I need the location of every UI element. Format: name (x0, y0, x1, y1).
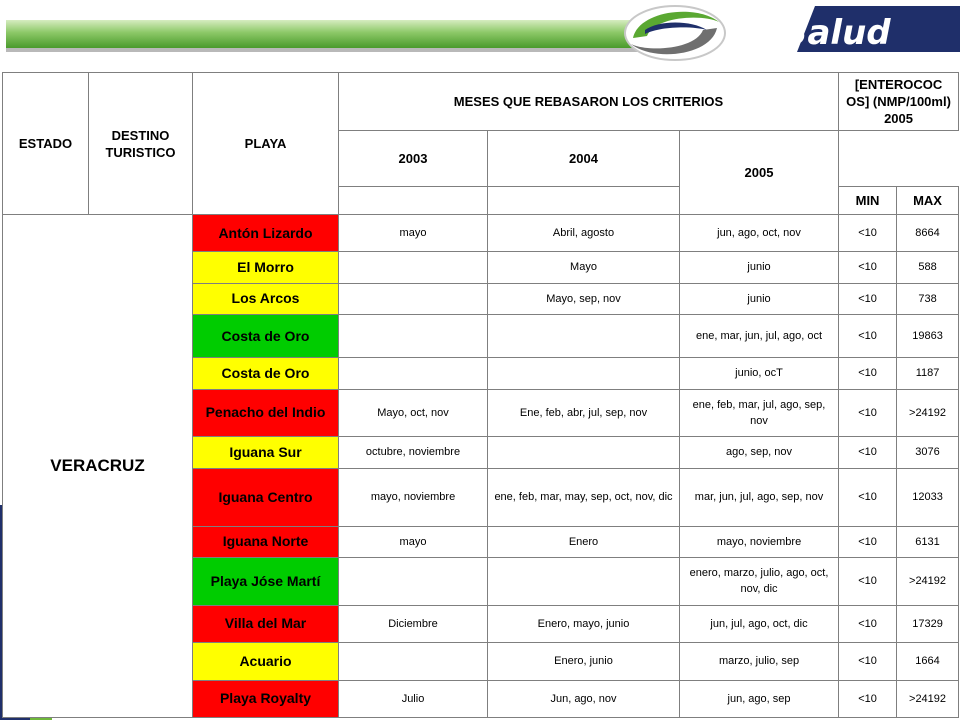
table-body (3, 215, 959, 718)
max-value-cell: 6131 (897, 526, 959, 557)
header-bar-shadow (6, 48, 646, 52)
max-value-cell: 19863 (897, 314, 959, 358)
header-meses: MESES QUE REBASARON LOS CRITERIOS (339, 73, 839, 131)
max-value-cell: >24192 (897, 557, 959, 605)
months-2003-cell: mayo, noviembre (339, 468, 488, 526)
playa-cell: Iguana Sur (193, 437, 339, 468)
min-value-cell: <10 (839, 389, 897, 437)
months-2004-cell: Ene, feb, abr, jul, sep, nov (488, 389, 680, 437)
max-value-cell: >24192 (897, 680, 959, 718)
min-value-cell: <10 (839, 526, 897, 557)
brand-name: Salud (783, 13, 891, 53)
months-2004-cell: Enero, mayo, junio (488, 605, 680, 642)
months-2005-cell: junio (680, 252, 839, 283)
header-playa: PLAYA (193, 73, 339, 215)
months-2005-cell: junio (680, 283, 839, 314)
playa-cell: Antón Lizardo (193, 215, 339, 252)
months-2003-cell: Diciembre (339, 605, 488, 642)
months-2004-cell: Enero (488, 526, 680, 557)
months-2005-cell: jun, jul, ago, oct, dic (680, 605, 839, 642)
months-2005-cell: junio, ocT (680, 358, 839, 389)
months-2004-cell: Enero, junio (488, 643, 680, 680)
months-2005-cell: ago, sep, nov (680, 437, 839, 468)
months-2004-cell: Mayo, sep, nov (488, 283, 680, 314)
min-value-cell: <10 (839, 605, 897, 642)
playa-cell: Acuario (193, 643, 339, 680)
months-2004-cell (488, 557, 680, 605)
months-2003-cell: mayo (339, 215, 488, 252)
estado-cell: VERACRUZ (3, 215, 193, 718)
months-2005-cell: ene, mar, jun, jul, ago, oct (680, 314, 839, 358)
header-2005: 2005 (680, 131, 839, 215)
min-value-cell: <10 (839, 358, 897, 389)
months-2005-cell: jun, ago, oct, nov (680, 215, 839, 252)
months-2004-cell: Abril, agosto (488, 215, 680, 252)
min-value-cell: <10 (839, 680, 897, 718)
header-2003: 2003 (339, 131, 488, 187)
max-value-cell: 3076 (897, 437, 959, 468)
months-2005-cell: mayo, noviembre (680, 526, 839, 557)
months-2003-cell (339, 557, 488, 605)
playa-cell: Costa de Oro (193, 314, 339, 358)
header-estado: ESTADO (3, 73, 89, 215)
salud-logo (615, 0, 960, 62)
months-2004-cell: Jun, ago, nov (488, 680, 680, 718)
months-2003-cell: octubre, noviembre (339, 437, 488, 468)
playa-cell: Playa Royalty (193, 680, 339, 718)
playa-cell: El Morro (193, 252, 339, 283)
green-header-bar (6, 20, 646, 48)
header-min: MIN (839, 187, 897, 215)
playa-cell: Iguana Norte (193, 526, 339, 557)
months-2005-cell: jun, ago, sep (680, 680, 839, 718)
months-2004-cell: ene, feb, mar, may, sep, oct, nov, dic (488, 468, 680, 526)
max-value-cell: 738 (897, 283, 959, 314)
months-2003-cell (339, 358, 488, 389)
max-value-cell: 12033 (897, 468, 959, 526)
max-value-cell: 17329 (897, 605, 959, 642)
max-value-cell: 1187 (897, 358, 959, 389)
min-value-cell: <10 (839, 643, 897, 680)
min-value-cell: <10 (839, 215, 897, 252)
header-banner (0, 0, 960, 72)
months-2004-cell (488, 358, 680, 389)
months-2003-cell (339, 283, 488, 314)
months-2005-cell: ene, feb, mar, jul, ago, sep, nov (680, 389, 839, 437)
min-value-cell: <10 (839, 252, 897, 283)
playa-cell: Villa del Mar (193, 605, 339, 642)
months-2005-cell: marzo, julio, sep (680, 643, 839, 680)
months-2003-cell (339, 643, 488, 680)
months-2003-cell: Julio (339, 680, 488, 718)
months-2004-cell (488, 314, 680, 358)
min-value-cell: <10 (839, 557, 897, 605)
months-2003-cell: mayo (339, 526, 488, 557)
max-value-cell: 1664 (897, 643, 959, 680)
months-2004-cell: Mayo (488, 252, 680, 283)
months-2003-cell (339, 252, 488, 283)
max-value-cell: 588 (897, 252, 959, 283)
min-value-cell: <10 (839, 283, 897, 314)
header-enterococos: [ENTEROCOC OS] (NMP/100ml) 2005 (839, 73, 959, 131)
playa-cell: Penacho del Indio (193, 389, 339, 437)
months-2005-cell: enero, marzo, julio, ago, oct, nov, dic (680, 557, 839, 605)
header-destino: DESTINO TURISTICO (89, 73, 193, 215)
min-value-cell: <10 (839, 314, 897, 358)
months-2003-cell: Mayo, oct, nov (339, 389, 488, 437)
max-value-cell: 8664 (897, 215, 959, 252)
months-2004-cell (488, 437, 680, 468)
header-max: MAX (897, 187, 959, 215)
playa-cell: Iguana Centro (193, 468, 339, 526)
min-value-cell: <10 (839, 468, 897, 526)
max-value-cell: >24192 (897, 389, 959, 437)
header-2004: 2004 (488, 131, 680, 187)
playa-cell: Costa de Oro (193, 358, 339, 389)
months-2005-cell: mar, jun, jul, ago, sep, nov (680, 468, 839, 526)
table-row (3, 215, 959, 252)
playa-cell: Playa Jóse Martí (193, 557, 339, 605)
playa-cell: Los Arcos (193, 283, 339, 314)
beaches-table (2, 72, 959, 718)
min-value-cell: <10 (839, 437, 897, 468)
months-2003-cell (339, 314, 488, 358)
